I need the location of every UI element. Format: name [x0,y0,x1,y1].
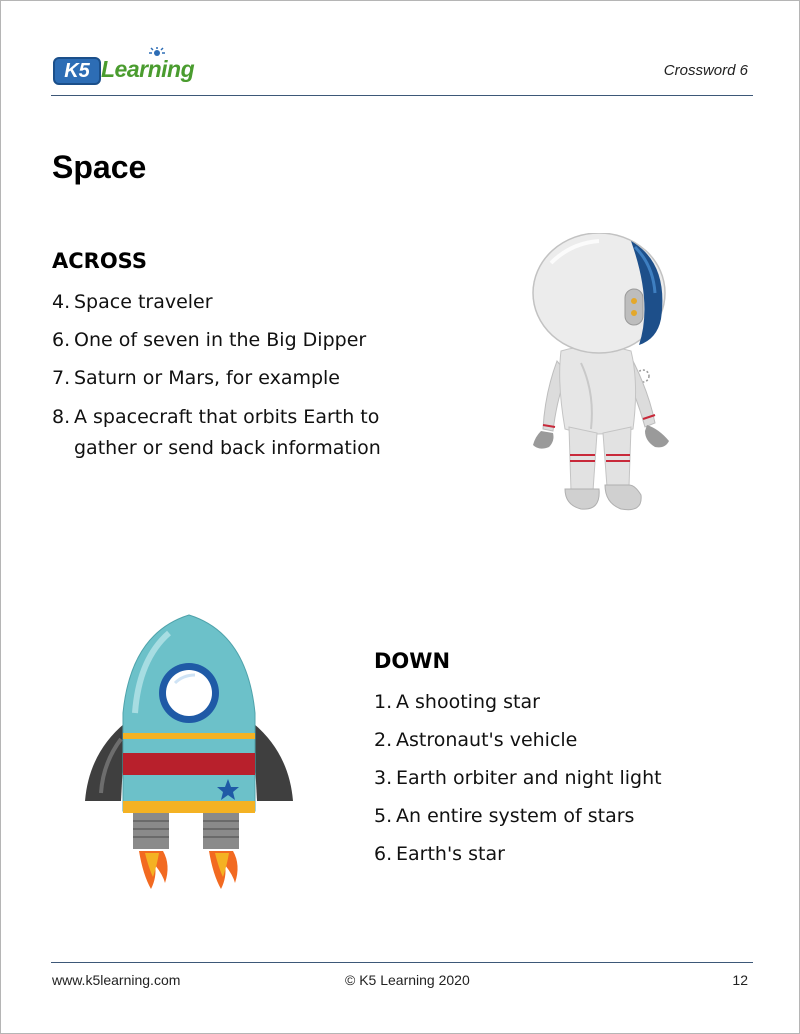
clue-text: Astronaut's vehicle [396,729,578,751]
clue-text: An entire system of stars [396,805,635,827]
rocket-illustration [83,613,295,895]
clue-number: 8. [52,406,71,428]
clue-item [374,840,662,868]
clue-text: A shooting star [396,691,540,713]
clue-item [374,802,662,830]
clue-text: Saturn or Mars, for example [74,367,340,389]
down-heading: DOWN [374,649,451,673]
clue-text: Space traveler [74,291,213,313]
header-divider [51,95,753,96]
clue-number: 6. [374,843,393,865]
clue-number: 2. [374,729,393,751]
crossword-number: Crossword 6 [663,62,748,79]
clue-text: Earth orbiter and night light [396,767,662,789]
clue-number: 6. [52,329,71,351]
clue-number: 1. [374,691,393,713]
astronaut-illustration [521,233,681,523]
clue-text: Earth's star [396,843,505,865]
logo-k5-badge: K5 [53,57,101,85]
clue-item [374,764,662,792]
across-clue-list [52,288,404,474]
clue-item [52,402,404,464]
clue-item [52,288,404,316]
footer-copyright: © K5 Learning 2020 [345,972,470,988]
clue-number: 7. [52,367,71,389]
footer-website-link[interactable]: www.k5learning.com [52,972,181,988]
clue-number: 3. [374,767,393,789]
down-clue-list [374,688,662,878]
clue-number: 5. [374,805,393,827]
clue-text: A spacecraft that orbits Earth to gather or send back information [74,406,381,459]
page-title: Space [52,149,147,185]
clue-item [52,326,404,354]
clue-item [374,688,662,716]
footer-page-number: 12 [732,972,748,988]
footer-divider [51,962,753,963]
clue-item [52,364,404,392]
logo-figure-icon [146,47,168,61]
clue-text: One of seven in the Big Dipper [74,329,367,351]
logo-wordmark: Learning [101,56,195,82]
k5-learning-logo [53,51,195,87]
clue-number: 4. [52,291,71,313]
clue-item [374,726,662,754]
across-heading: ACROSS [52,249,147,273]
